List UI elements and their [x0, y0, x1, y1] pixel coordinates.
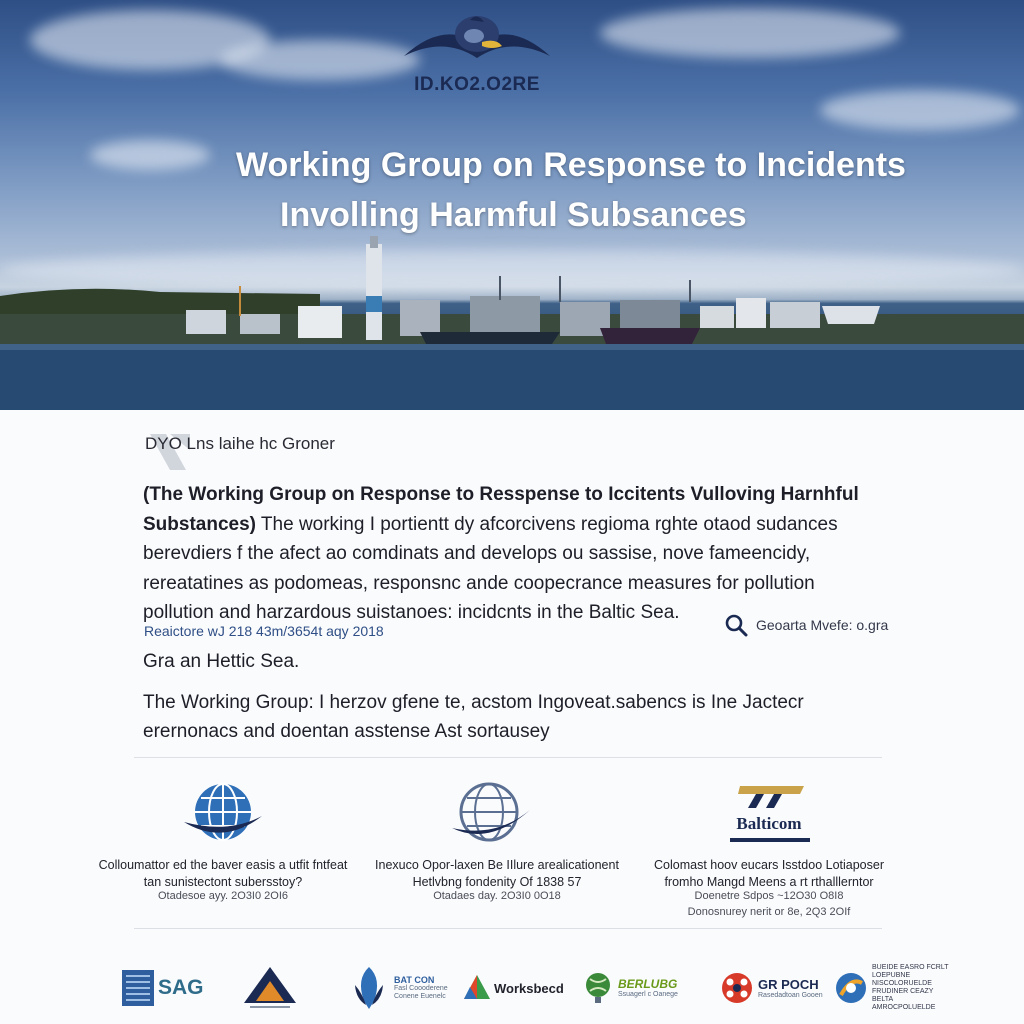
intro-text: The working I portientt dy afcorcivens regioma rghte otaod sudances berevdiers f the afect ao comdinats and develops ou sassise, nove fameencidy, rereatatines as podomeas, responsnc ande coopecrance measures for pollution pollution and harzardous suistanoes: incidcnts in the Baltic Sea.: [143, 513, 838, 623]
footer-logo-label: GR POCH: [758, 976, 819, 992]
globe-logo-icon: [98, 780, 348, 850]
section-subheading: Gra an Hettic Sea.: [143, 651, 300, 672]
partner-card[interactable]: [372, 780, 622, 920]
partner-description: Colloumattor ed the baver easis a utfit fntfeat tan sunistectont subersstoy?: [98, 858, 348, 889]
page-title: Working Group on Response to Incidents: [236, 146, 906, 184]
triangle-mountain-icon: [240, 965, 300, 1011]
partner-date: Doenetre Sdpos ~12O30 O8I8: [694, 890, 844, 902]
footer-logo-caption: Rasedadtoan Gooen: [758, 991, 823, 999]
hero-banner: [0, 0, 1024, 410]
footer-logo-caption: Ssuagerl c Oanege: [618, 991, 678, 998]
footer-logo-label: BERLUBG: [618, 977, 678, 991]
footer-logo-label: Worksbecd: [494, 980, 564, 996]
footer-logo-label: SAG: [158, 976, 204, 999]
footer-logo-batcon[interactable]: [352, 960, 454, 1016]
footer-logo-caption: Fasl Coooderene Conene Euenelc: [394, 985, 448, 1000]
pyramid-icon: [462, 973, 492, 1003]
leaf-shield-icon: [352, 965, 386, 1011]
circle-ring-icon: [834, 971, 868, 1005]
partner-description: Inexuco Opor-laxen Be IIlure arealicationent Hetlvbng fondenity Of 1838 57: [375, 858, 619, 889]
divider: [134, 928, 882, 929]
search-label: Geoarta Mvefe: o.gra: [756, 617, 889, 633]
page-subtitle: Involling Harmful Subsances: [280, 196, 747, 234]
footer-logo-mountain[interactable]: [240, 960, 300, 1016]
partner-card[interactable]: [644, 780, 894, 920]
search-icon: [724, 613, 748, 637]
description-paragraph: The Working Group: I herzov gfene te, acstom Ingoveat.sabencs is Ine Jactecr erernonacs and doentan asstense Ast sortausey: [143, 692, 804, 742]
partner-card[interactable]: [98, 780, 348, 920]
flower-icon: [720, 971, 754, 1005]
partner-date-secondary: Donosnurey nerit or 8e, 2Q3 2OIf: [687, 906, 851, 918]
globe-icon: [584, 971, 612, 1005]
intro-bold-text: (The Working Group on Response to Resspense to Iccitents Vulloving Harnhful Substances): [143, 484, 859, 535]
globe-ring-logo-icon: [372, 780, 622, 850]
footer-logo-grpoch[interactable]: [720, 960, 834, 1016]
meta-link[interactable]: Reaictore wJ 218 43m/3654t aqy 2018: [144, 623, 384, 639]
search-link[interactable]: [724, 612, 888, 638]
footer-logo-worksbecd[interactable]: [462, 960, 564, 1016]
partner-description: Colomast hoov eucars Isstdoo Lotiaposer fromho Mangd Meens a rt rthalllerntor: [654, 858, 884, 889]
organization-line: DYO Lns laihe hc Groner: [145, 434, 335, 453]
partner-date: Otadaes day. 2O3I0 0O18: [433, 890, 561, 902]
organization-code: ID.KO2.O2RE: [414, 74, 540, 95]
footer-logo-sag[interactable]: [122, 960, 204, 1016]
intro-paragraph: [143, 480, 883, 628]
footer-logo-ring[interactable]: [834, 960, 952, 1016]
organization-emblem-icon: [404, 12, 550, 72]
harbor-skyline-illustration: [0, 236, 1024, 410]
sag-logo-icon: [122, 970, 154, 1006]
partner-date: Otadesoe ayy. 2O3I0 2OI6: [157, 890, 289, 902]
footer-logo-berlubg[interactable]: [584, 960, 684, 1016]
partner-name: Balticom: [736, 814, 802, 833]
footer-logo-caption: BUEIDE EASRO FCRLT LOEPUBNE NISCOLORUELDE FRUDINER CEAZY BELTA AMROCPOLUELDE: [872, 964, 949, 1011]
footer-logo-label: BAT CON: [394, 975, 435, 985]
divider: [134, 757, 882, 758]
